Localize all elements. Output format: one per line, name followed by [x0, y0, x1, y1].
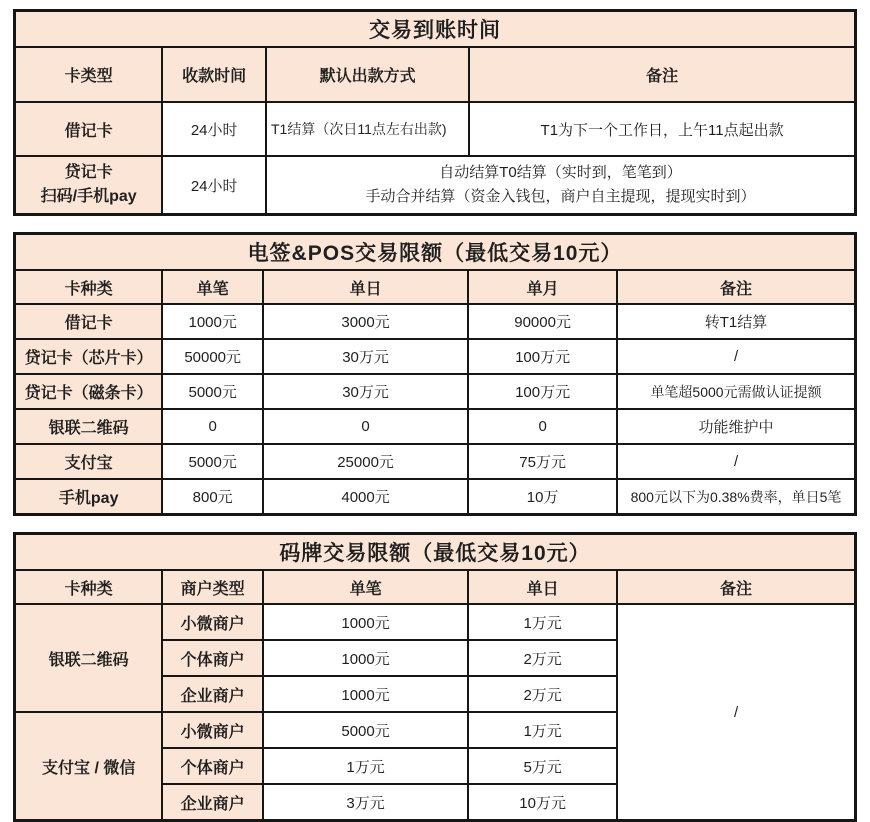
- remark-cell: 单笔超5000元需做认证提额: [617, 374, 855, 409]
- remark-cell: /: [617, 339, 855, 374]
- per-day-cell: 4000元: [263, 479, 468, 515]
- card-type-cell: 借记卡: [15, 102, 163, 156]
- remark-cell: 800元以下为0.38%费率，单日5笔: [617, 479, 855, 515]
- column-header-per-transaction: 单笔: [263, 570, 468, 604]
- arrival-time-table: [13, 9, 857, 216]
- card-type-line2: 扫码/手机pay: [40, 188, 137, 205]
- per-month-cell: 90000元: [468, 304, 617, 339]
- column-header-remark: 备注: [617, 570, 855, 604]
- table-row: [15, 102, 856, 156]
- table-row: [15, 374, 856, 409]
- column-header-per-month: 单月: [468, 270, 617, 304]
- merchant-type-cell: 小微商户: [162, 712, 263, 748]
- column-header-payout-method: 默认出款方式: [266, 47, 469, 102]
- per-transaction-cell: 1000元: [263, 604, 468, 640]
- per-transaction-cell: 1000元: [263, 640, 468, 676]
- table-row: [15, 156, 856, 215]
- column-header-per-day: 单日: [263, 270, 468, 304]
- per-transaction-cell: 1000元: [162, 304, 263, 339]
- per-transaction-cell: 1000元: [263, 676, 468, 712]
- table-row: [15, 409, 856, 444]
- column-header-receive-time: 收款时间: [162, 47, 266, 102]
- card-type-cell: [15, 156, 163, 215]
- per-transaction-cell: 0: [162, 409, 263, 444]
- per-day-cell: 2万元: [468, 676, 617, 712]
- per-month-cell: 100万元: [468, 339, 617, 374]
- card-type-cell: 手机pay: [15, 479, 163, 515]
- qr-plate-limit-table: [13, 532, 857, 822]
- per-month-cell: 75万元: [468, 444, 617, 479]
- per-day-cell: 1万元: [468, 604, 617, 640]
- per-transaction-cell: 5000元: [162, 444, 263, 479]
- settlement-line1: 自动结算T0结算（实时到，笔笔到）: [439, 164, 682, 181]
- per-day-cell: 30万元: [263, 339, 468, 374]
- column-header-remark: 备注: [617, 270, 855, 304]
- table-row: [15, 444, 856, 479]
- remark-cell: /: [617, 604, 855, 821]
- remark-cell: T1为下一个工作日，上午11点起出款: [469, 102, 855, 156]
- settlement-cell: [266, 156, 856, 215]
- column-header-card-type: 卡种类: [15, 270, 163, 304]
- column-header-per-day: 单日: [468, 570, 617, 604]
- pos-limit-table: [13, 232, 857, 516]
- per-month-cell: 10万: [468, 479, 617, 515]
- merchant-type-cell: 小微商户: [162, 604, 263, 640]
- card-type-cell: 贷记卡（芯片卡）: [15, 339, 163, 374]
- table-row: [15, 479, 856, 515]
- receive-time-cell: 24小时: [162, 156, 266, 215]
- per-day-cell: 3000元: [263, 304, 468, 339]
- per-transaction-cell: 50000元: [162, 339, 263, 374]
- table-title: 码牌交易限额（最低交易10元）: [15, 534, 856, 571]
- remark-cell: 转T1结算: [617, 304, 855, 339]
- per-day-cell: 30万元: [263, 374, 468, 409]
- column-header-per-transaction: 单笔: [162, 270, 263, 304]
- card-type-cell: 贷记卡（磁条卡）: [15, 374, 163, 409]
- column-header-card-type: 卡类型: [15, 47, 163, 102]
- per-day-cell: 0: [263, 409, 468, 444]
- per-transaction-cell: 5000元: [162, 374, 263, 409]
- column-header-card-type: 卡种类: [15, 570, 163, 604]
- remark-cell: /: [617, 444, 855, 479]
- per-day-cell: 1万元: [468, 712, 617, 748]
- card-type-cell: 银联二维码: [15, 604, 163, 712]
- merchant-type-cell: 个体商户: [162, 748, 263, 784]
- payout-method-cell: T1结算（次日11点左右出款): [266, 102, 469, 156]
- merchant-type-cell: 企业商户: [162, 676, 263, 712]
- per-transaction-cell: 800元: [162, 479, 263, 515]
- per-transaction-cell: 1万元: [263, 748, 468, 784]
- table-row: [15, 604, 856, 640]
- table-title: 交易到账时间: [15, 11, 856, 48]
- table-row: [15, 304, 856, 339]
- card-type-cell: 支付宝 / 微信: [15, 712, 163, 821]
- receive-time-cell: 24小时: [162, 102, 266, 156]
- per-transaction-cell: 5000元: [263, 712, 468, 748]
- per-day-cell: 10万元: [468, 784, 617, 821]
- card-type-cell: 支付宝: [15, 444, 163, 479]
- per-day-cell: 2万元: [468, 640, 617, 676]
- per-month-cell: 100万元: [468, 374, 617, 409]
- card-type-cell: 银联二维码: [15, 409, 163, 444]
- per-day-cell: 25000元: [263, 444, 468, 479]
- merchant-type-cell: 企业商户: [162, 784, 263, 821]
- column-header-merchant-type: 商户类型: [162, 570, 263, 604]
- card-type-cell: 借记卡: [15, 304, 163, 339]
- table-title: 电签&POS交易限额（最低交易10元）: [15, 234, 856, 271]
- card-type-line1: 贷记卡: [64, 164, 113, 181]
- per-day-cell: 5万元: [468, 748, 617, 784]
- remark-cell: 功能维护中: [617, 409, 855, 444]
- merchant-type-cell: 个体商户: [162, 640, 263, 676]
- table-row: [15, 339, 856, 374]
- column-header-remark: 备注: [469, 47, 855, 102]
- per-transaction-cell: 3万元: [263, 784, 468, 821]
- settlement-line2: 手动合并结算（资金入钱包，商户自主提现，提现实时到）: [365, 188, 756, 205]
- per-month-cell: 0: [468, 409, 617, 444]
